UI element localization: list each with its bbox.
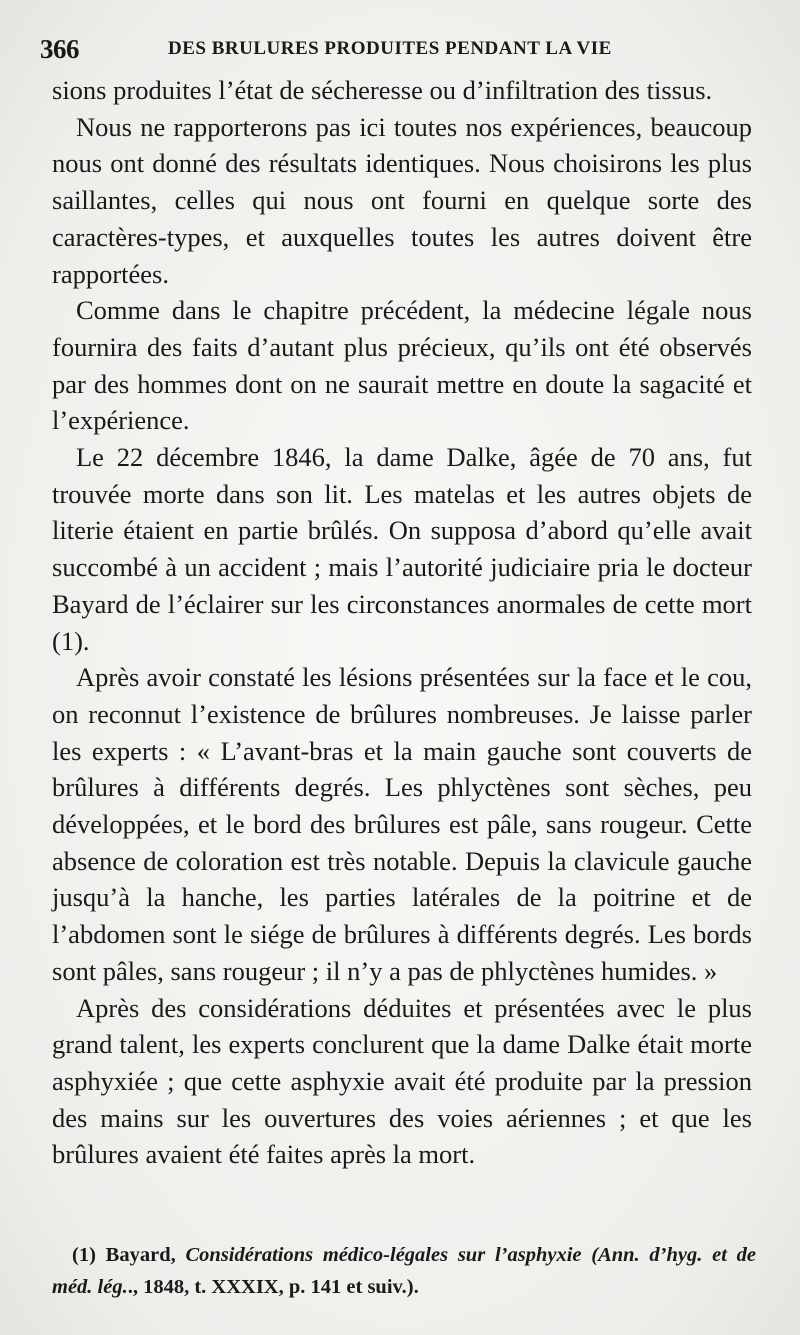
footnote-citation: ., 1848, t. XXXIX, p. 141 et suiv.). — [127, 1276, 419, 1298]
paragraph: Nous ne rapporterons pas ici toutes nos expériences, beaucoup nous ont donné des résultats identiques. Nous choisirons les plus saillantes, celles qui nous ont fourni en quelque sorte des caractères-types, et auxquelles toutes les autres doivent être rapportées. — [52, 111, 752, 289]
running-head: DES BRULURES PRODUITES PENDANT LA VIE — [168, 38, 612, 59]
page-header — [40, 34, 760, 64]
page-number: 366 — [40, 34, 79, 64]
paragraph: Comme dans le chapitre précédent, la médecine légale nous fournira des faits d’autant plus précieux, qu’ils ont été observés par des hommes dont on ne saurait mettre en doute la sagacité et l’expérience. — [52, 295, 752, 436]
footnote — [52, 1239, 756, 1303]
footnote-title: Considérations médico-légales sur l’asphyxie — [185, 1244, 582, 1266]
body-text — [52, 72, 752, 1173]
footnote-journal: (Ann. d’hyg. et de méd. lég. — [52, 1244, 757, 1298]
footnote-marker: (1) — [72, 1244, 96, 1266]
paragraph: Le 22 décembre 1846, la dame Dalke, âgée de 70 ans, fut trouvée morte dans son lit. Les matelas et les autres objets de literie étaient en partie brûlés. On supposa d’abord qu’elle avait succombé à un accident ; mais l’autorité judiciaire pria le docteur Bayard de l’éclairer sur les circonstances anormales de cette mort (1). — [52, 442, 752, 656]
paragraph: Après des considérations déduites et présentées avec le plus grand talent, les experts conclurent que la dame Dalke était morte asphyxiée ; que cette asphyxie avait été produite par la pression des mains sur les ouvertures des voies aériennes ; et que les brûlures avaient été faites après la mort. — [52, 992, 752, 1170]
footnote-author: Bayard, — [105, 1244, 176, 1266]
paragraph: Après avoir constaté les lésions présentées sur la face et le cou, on reconnut l’existence de brûlures nombreuses. Je laisse parler les experts : « L’avant-bras et la main gauche sont couverts de brûlures à différents degrés. Les phlyctènes sont sèches, peu développées, et le bord des brûlures est pâle, sans rougeur. Cette absence de coloration est très notable. Depuis la clavicule gauche jusqu’à la hanche, les parties latérales de la poitrine et de l’abdomen sont le siége de brûlures à différents degrés. Les bords sont pâles, sans rougeur ; il n’y a pas de phlyctènes humides. » — [52, 662, 752, 986]
paragraph-continuation: sions produites l’état de sécheresse ou d’infiltration des tissus. — [52, 75, 713, 105]
